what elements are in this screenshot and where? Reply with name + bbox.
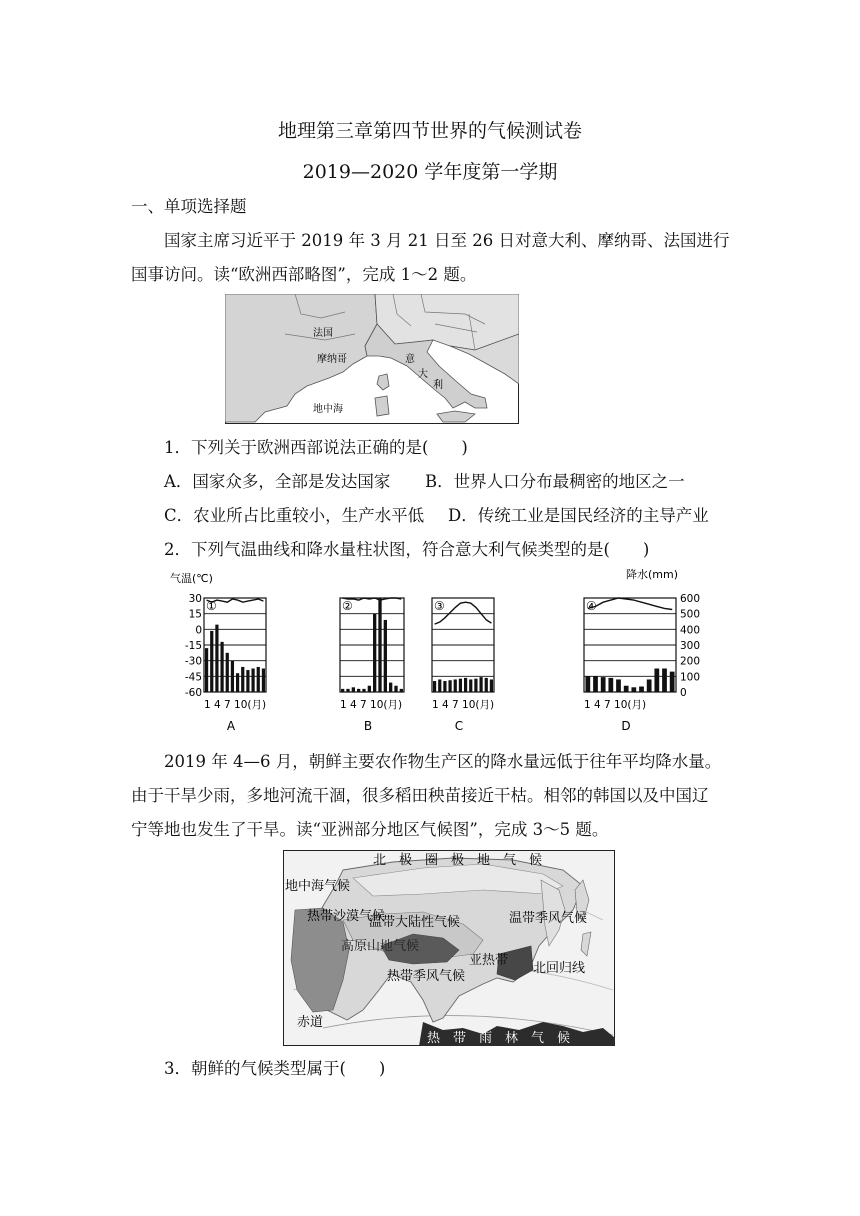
temp-tick-label: -60 xyxy=(184,687,202,699)
temp-tick-label: 0 xyxy=(195,624,202,637)
chart-mark: ① xyxy=(206,599,217,613)
label-polar-climate: 北 极 圈 极 地 气 候 xyxy=(373,853,543,868)
precip-bar xyxy=(373,614,376,692)
temp-tick-label: -45 xyxy=(184,671,202,684)
precip-bar xyxy=(438,679,441,692)
label-tropical-desert: 热带沙漠气候 xyxy=(307,909,386,924)
chart-mark: ④ xyxy=(586,599,597,613)
climate-chart-b xyxy=(340,598,404,733)
precip-bar xyxy=(226,653,229,692)
precip-axis-label: 降水(mm) xyxy=(626,568,679,581)
label-temperate-monsoon: 温带季风气候 xyxy=(509,911,588,926)
month-ticks: 1 4 7 10(月) xyxy=(340,699,403,711)
europe-west-map xyxy=(225,294,519,428)
precip-tick-label: 300 xyxy=(680,640,701,652)
label-mediterranean-climate: 地中海气候 xyxy=(285,879,351,894)
precip-bar xyxy=(362,689,365,692)
chart-letter: C xyxy=(454,719,464,733)
precip-bar xyxy=(262,669,265,693)
climate-chart-d xyxy=(584,598,676,733)
label-subtropical: 亚热带 xyxy=(469,953,509,968)
month-ticks: 1 4 7 10(月) xyxy=(432,699,495,711)
precip-bar xyxy=(616,679,621,692)
chart-mark: ② xyxy=(342,599,353,613)
climate-chart-panels xyxy=(204,598,676,733)
chart-letter: B xyxy=(363,719,373,733)
intro-paragraph-1-line-1: 国家主席习近平于 2019 年 3 月 21 日至 26 日对意大利、摩纳哥、法国进行 xyxy=(164,231,730,250)
precip-bar xyxy=(220,642,223,692)
temp-tick-label: 30 xyxy=(188,593,202,605)
precip-bar xyxy=(346,689,349,692)
label-italy-1: 意 xyxy=(405,354,415,365)
label-highland-climate: 高原山地气候 xyxy=(341,939,420,954)
intro-paragraph-1-line-2: 国事访问。读“欧洲西部略图”，完成 1～2 题。 xyxy=(131,265,477,284)
precip-tick-label: 400 xyxy=(680,624,701,637)
precip-bar xyxy=(246,670,249,692)
label-monaco: 摩纳哥 xyxy=(317,354,347,365)
precip-bar xyxy=(585,676,590,692)
precip-bar xyxy=(631,687,636,692)
label-mediterranean: 地中海 xyxy=(313,404,343,415)
precip-bar xyxy=(394,686,397,692)
precip-bar xyxy=(352,687,355,692)
precip-bar xyxy=(400,689,403,692)
precip-bar xyxy=(231,661,234,692)
precip-bar xyxy=(368,686,371,692)
precip-bar xyxy=(257,667,260,692)
page-subtitle: 2019—2020 学年度第一学期 xyxy=(302,161,558,183)
precip-bar xyxy=(205,648,208,692)
chart-letter: A xyxy=(226,719,236,733)
label-italy-2: 大 xyxy=(418,369,428,380)
temp-tick-label: -15 xyxy=(184,640,202,652)
question-1-option-c: C．农业所占比重较小，生产水平低 xyxy=(164,506,425,525)
month-ticks: 1 4 7 10(月) xyxy=(584,699,647,711)
question-1-option-d: D．传统工业是国民经济的主导产业 xyxy=(448,506,709,525)
precip-bar xyxy=(479,677,482,692)
climate-chart-a xyxy=(204,598,266,733)
precip-bar xyxy=(448,680,451,692)
precip-bar xyxy=(459,679,462,692)
precip-bar xyxy=(341,689,344,692)
precip-bar xyxy=(647,679,652,692)
temp-tick-label: -30 xyxy=(184,655,202,668)
climate-chart-c xyxy=(432,598,494,733)
precip-bar xyxy=(251,669,254,693)
precip-bar xyxy=(469,679,472,692)
precip-tick-label: 200 xyxy=(680,655,701,668)
question-1-stem: 1．下列关于欧洲西部说法正确的是( ) xyxy=(164,438,468,457)
temp-axis-ticks xyxy=(185,593,202,699)
precip-bar xyxy=(624,686,629,692)
precip-bar xyxy=(654,669,659,693)
precip-bar xyxy=(378,598,381,692)
precip-bar xyxy=(210,631,213,692)
chart-mark: ③ xyxy=(434,599,445,613)
temp-tick-label: 15 xyxy=(188,608,202,621)
label-equator: 赤道 xyxy=(297,1015,324,1030)
precip-bar xyxy=(490,679,493,692)
intro-paragraph-2-line-1: 2019 年 4—6 月，朝鲜主要农作物生产区的降水量远低于往年平均降水量。 xyxy=(164,752,722,771)
label-temperate-continental: 温带大陆性气候 xyxy=(369,915,461,930)
precip-tick-label: 600 xyxy=(680,593,701,605)
intro-paragraph-2-line-2: 由于干旱少雨，多地河流干涸，很多稻田秧苗接近干枯。相邻的韩国以及中国辽 xyxy=(131,786,709,805)
precip-bar xyxy=(670,672,675,692)
precip-bar xyxy=(443,681,446,692)
precip-tick-label: 500 xyxy=(680,608,701,621)
precip-bar xyxy=(485,678,488,692)
precip-bar xyxy=(593,676,598,692)
question-1-option-b: B．世界人口分布最稠密的地区之一 xyxy=(425,472,685,491)
chart-letter: D xyxy=(621,719,631,733)
label-italy-3: 利 xyxy=(433,380,443,391)
section-heading: 一、单项选择题 xyxy=(131,197,247,216)
precip-bar xyxy=(454,679,457,692)
question-3-stem: 3．朝鲜的气候类型属于( ) xyxy=(164,1059,386,1078)
precip-bar xyxy=(241,667,244,692)
asia-climate-map xyxy=(283,850,615,1050)
precip-bar xyxy=(384,620,387,692)
precip-axis-ticks xyxy=(680,593,700,699)
climate-charts-figure xyxy=(168,568,728,742)
precip-bar xyxy=(433,681,436,692)
precip-tick-label: 0 xyxy=(680,687,687,699)
precip-bar xyxy=(662,669,667,693)
precip-bar xyxy=(389,683,392,692)
question-2-stem: 2．下列气温曲线和降水量柱状图，符合意大利气候类型的是( ) xyxy=(164,540,650,559)
label-tropic-of-cancer: 北回归线 xyxy=(533,961,586,976)
precip-tick-label: 100 xyxy=(680,671,701,684)
label-tropical-monsoon: 热带季风气候 xyxy=(387,969,466,984)
month-ticks: 1 4 7 10(月) xyxy=(204,699,267,711)
precip-bar xyxy=(639,687,644,692)
precip-bar xyxy=(215,625,218,692)
precip-bar xyxy=(601,677,606,692)
precip-bar xyxy=(464,678,467,692)
label-tropical-rainforest: 热 带 雨 林 气 候 xyxy=(427,1031,571,1046)
precip-bar xyxy=(608,678,613,692)
precip-bar xyxy=(236,673,239,692)
precip-bar xyxy=(474,679,477,692)
temp-axis-label: 气温(℃) xyxy=(170,572,213,585)
question-1-option-a: A．国家众多，全部是发达国家 xyxy=(164,472,391,491)
page-title: 地理第三章第四节世界的气候测试卷 xyxy=(277,120,582,142)
precip-bar xyxy=(357,689,360,692)
intro-paragraph-2-line-3: 宁等地也发生了干旱。读“亚洲部分地区气候图”，完成 3～5 题。 xyxy=(131,820,609,839)
label-france: 法国 xyxy=(313,328,333,339)
